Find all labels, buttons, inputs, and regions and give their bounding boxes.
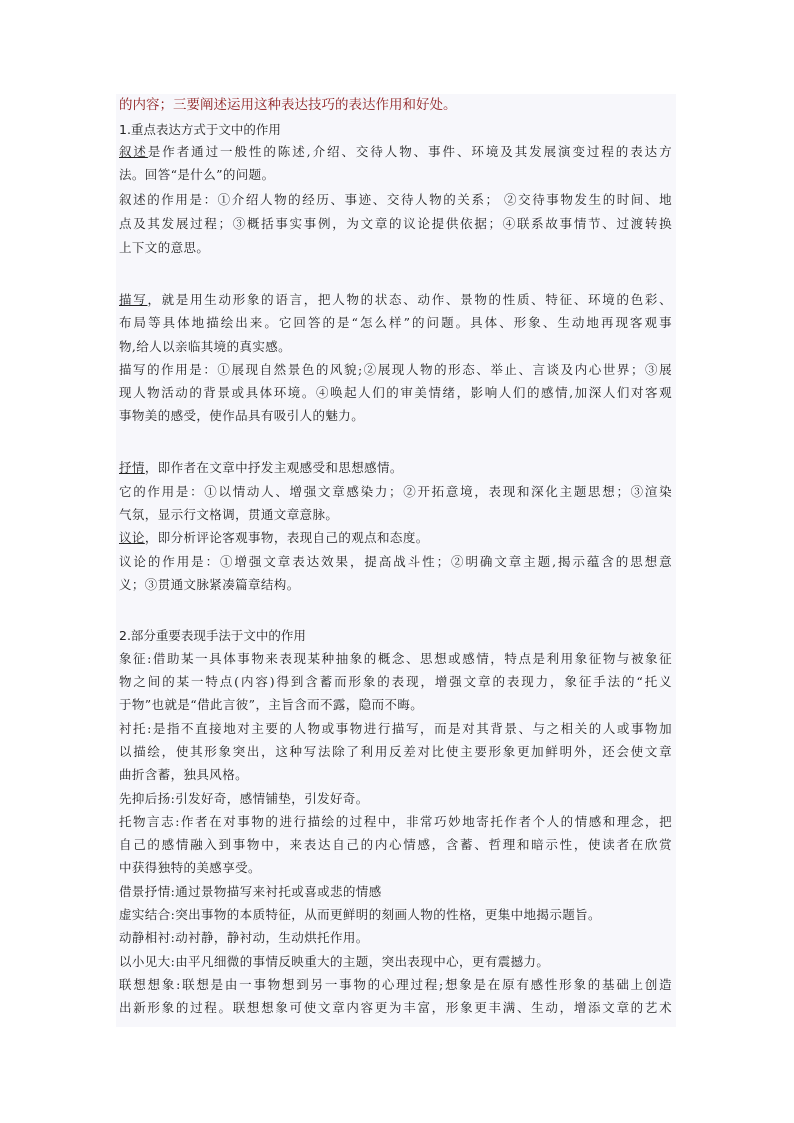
foil-line1: 衬托:是指不直接地对主要的人物或事物进行描写，而是对其背景、与之相关的人或事物加 xyxy=(119,721,672,736)
description-paragraph-line1 xyxy=(119,292,672,308)
document-page xyxy=(116,94,676,1027)
lyric-paragraph-line1 xyxy=(119,460,403,476)
narration-effect-line3: 上下文的意思。 xyxy=(119,240,210,255)
lyric-effect-line2: 气氛，显示行文格调，贯通文章意脉。 xyxy=(119,507,339,522)
description-term: 描写 xyxy=(119,292,148,307)
scenery-line: 借景抒情:通过景物描写来衬托或喜或悲的情感 xyxy=(119,884,382,899)
lyric-effect-line1: 它的作用是：①以情动人、增强文章感染力；②开拓意境，表现和深化主题思想；③渲染 xyxy=(119,484,672,499)
object-line3: 中获得独特的美感享受。 xyxy=(119,860,261,875)
symbol-line3: 于物”也就是“借此言彼”，主旨含而不露，隐而不晦。 xyxy=(119,697,424,712)
argument-paragraph-line1 xyxy=(119,530,429,546)
narration-term: 叙述 xyxy=(119,144,148,159)
assoc-line2: 出新形象的过程。联想想象可使文章内容更为丰富，形象更丰满、生动，增添文章的艺术 xyxy=(119,1000,672,1015)
argument-effect-line1: 议论的作用是：①增强文章表达效果，提高战斗性；②明确文章主题,揭示蕴含的思想意 xyxy=(119,554,672,569)
narration-line1-text: 是作者通过一般性的陈述,介绍、交待人物、事件、环境及其发展演变过程的表达方 xyxy=(147,144,672,159)
description-line2: 布局等具体地描绘出来。它回答的是“怎么样”的问题。具体、形象、生动地再现客观事 xyxy=(119,315,672,330)
narration-paragraph-line1 xyxy=(119,144,672,160)
description-effect-line1: 描写的作用是：①展现自然景色的风貌;②展现人物的形态、举止、言谈及内心世界；③展 xyxy=(119,362,672,377)
small-line: 以小见大:由平凡细微的事情反映重大的主题，突出表现中心，更有震撼力。 xyxy=(119,954,550,969)
symbol-line2: 物之间的某一特点(内容)得到含蓄而形象的表现，增强文章的表现力，象征手法的“托义 xyxy=(119,674,672,689)
argument-line1-text: ，即分析评论客观事物，表现自己的观点和态度。 xyxy=(144,530,429,545)
description-effect-line3: 事物美的感受，使作品具有吸引人的魅力。 xyxy=(119,408,365,423)
argument-effect-line2: 义；③贯通文脉紧凑篇章结构。 xyxy=(119,577,300,592)
section2-heading: 2.部分重要表现手法于文中的作用 xyxy=(119,628,306,643)
assoc-line1: 联想想象:联想是由一事物想到另一事物的心理过程;想象是在原有感性形象的基础上创造 xyxy=(119,977,672,992)
narration-effect-line1: 叙述的作用是：①介绍人物的经历、事迹、交待人物的关系； ②交待事物发生的时间、地 xyxy=(119,192,672,207)
description-line3: 物,给人以亲临其境的真实感。 xyxy=(119,339,292,354)
section1-heading: 1.重点表达方式于文中的作用 xyxy=(119,122,281,137)
motion-line: 动静相衬:动衬静，静衬动，生动烘托作用。 xyxy=(119,930,369,945)
suppress-line: 先抑后扬:引发好奇，感情铺垫，引发好奇。 xyxy=(119,791,369,806)
symbol-line1: 象征:借助某一具体事物来表现某种抽象的概念、思想或感情，特点是利用象征物与被象征 xyxy=(119,651,672,666)
lyric-line1-text: ，即作者在文章中抒发主观感受和思想感情。 xyxy=(144,460,403,475)
narration-effect-line2: 点及其发展过程；③概括事实事例，为文章的议论提供依据；④联系故事情节、过渡转换 xyxy=(119,216,672,231)
intro-line: 的内容；三要阐述运用这种表达技巧的表达作用和好处。 xyxy=(119,97,457,113)
lyric-term: 抒情 xyxy=(119,460,145,475)
object-line1: 托物言志:作者在对事物的进行描绘的过程中，非常巧妙地寄托作者个人的情感和理念，把 xyxy=(119,814,672,829)
foil-line2: 以描绘，使其形象突出，这种写法除了利用反差对比使主要形象更加鲜明外，还会使文章 xyxy=(119,744,672,759)
virtual-line: 虚实结合:突出事物的本质特征，从而更鲜明的刻画人物的性格，更集中地揭示题旨。 xyxy=(119,907,601,922)
narration-line2: 法。回答“是什么”的问题。 xyxy=(119,167,275,182)
argument-term: 议论 xyxy=(119,530,145,545)
description-effect-line2: 现人物活动的背景或具体环境。④唤起人们的审美情绪，影响人们的感情,加深人们对客观 xyxy=(119,385,672,400)
object-line2: 自己的感情融入到事物中，来表达自己的内心情感，含蓄、哲理和暗示性，使读者在欣赏 xyxy=(119,837,672,852)
description-line1-text: ，就是用生动形象的语言，把人物的状态、动作、景物的性质、特征、环境的色彩、 xyxy=(147,292,672,307)
foil-line3: 曲折含蓄，独具风格。 xyxy=(119,767,249,782)
